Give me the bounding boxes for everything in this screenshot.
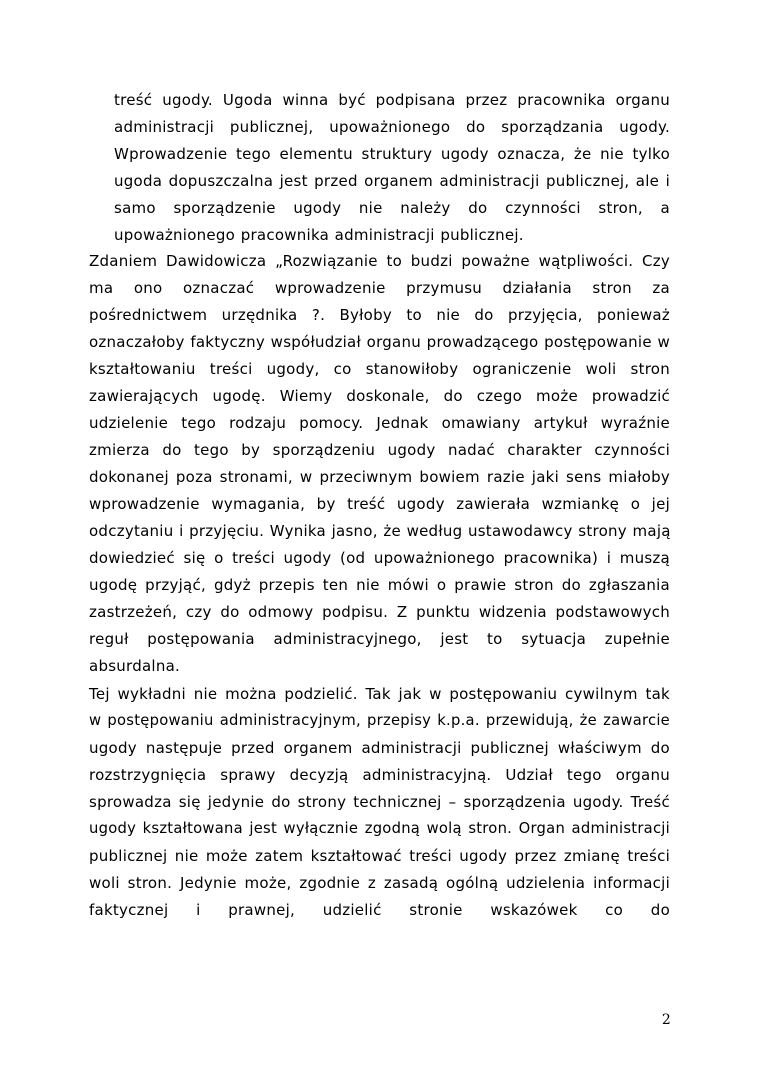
- paragraph-line: ugody następuje przed organem administracji publicznej właściwym do: [89, 739, 670, 757]
- paragraph-line: kształtowaniu treści ugody, co stanowiłoby ograniczenie woli stron: [89, 360, 670, 378]
- paragraph-line: Tej wykładni nie można podzielić. Tak jak w postępowaniu cywilnym tak: [89, 685, 670, 703]
- paragraph-line: odczytaniu i przyjęciu. Wynika jasno, że według ustawodawcy strony mają: [89, 522, 671, 540]
- quote-line: administracji publicznej, upoważnionego do sporządzania ugody.: [114, 118, 670, 136]
- paragraph-line: ma ono oznaczać wprowadzenie przymusu działania stron za: [89, 279, 670, 297]
- paragraph-line: w postępowaniu administracyjnym, przepisy k.p.a. przewidują, że zawarcie: [89, 712, 670, 729]
- paragraph-line: wprowadzenie wymagania, by treść ugody zawierała wzmiankę o jej: [89, 495, 670, 513]
- quote-line: samo sporządzenie ugody nie należy do czynności stron, a: [114, 199, 670, 217]
- paragraph-line: udzielenie tego rodzaju pomocy. Jednak omawiany artykuł wyraźnie: [89, 414, 670, 432]
- quote-line: treść ugody. Ugoda winna być podpisana przez pracownika organu: [114, 91, 670, 109]
- paragraph-line: reguł postępowania administracyjnego, jest to sytuacja zupełnie: [89, 630, 670, 648]
- paragraph-line: publicznej nie może zatem kształtować treści ugody przez zmianę treści: [89, 847, 670, 865]
- paragraph-line: oznaczałoby faktyczny współudział organu prowadzącego postępowanie w: [89, 333, 670, 351]
- paragraph-line: absurdalna.: [89, 657, 181, 675]
- quote-line: upoważnionego pracownika administracji publicznej.: [114, 226, 524, 244]
- quote-line: Wprowadzenie tego elementu struktury ugody oznacza, że nie tylko: [114, 145, 670, 163]
- paragraph-line: dowiedzieć się o treści ugody (od upoważnionego pracownika) i muszą: [89, 549, 670, 567]
- paragraph-line: rozstrzygnięcia sprawy decyzją administracyjną. Udział tego organu: [89, 766, 670, 784]
- paragraph-line: ugody kształtowana jest wyłącznie zgodną wolą stron. Organ administracji: [89, 820, 670, 837]
- paragraph-line: faktycznej i prawnej, udzielić stronie wskazówek co do: [89, 901, 670, 919]
- paragraph-line: zmierza do tego by sporządzeniu ugody nadać charakter czynności: [89, 441, 670, 459]
- paragraph-line: sprowadza się jedynie do strony technicznej – sporządzenia ugody. Treść: [89, 793, 670, 811]
- paragraph-line: ugodę przyjąć, gdyż przepis ten nie mówi o prawie stron do zgłaszania: [89, 576, 670, 594]
- page-number: 2: [661, 1012, 671, 1028]
- quote-line: ugoda dopuszczalna jest przed organem administracji publicznej, ale i: [114, 172, 670, 190]
- paragraph-line: zawierających ugodę. Wiemy doskonale, do czego może prowadzić: [89, 387, 670, 405]
- paragraph-line: woli stron. Jedynie może, zgodnie z zasadą ogólną udzielenia informacji: [89, 874, 670, 892]
- paragraph-line: pośrednictwem urzędnika ?. Byłoby to nie do przyjęcia, ponieważ: [89, 306, 670, 324]
- paragraph-line: zastrzeżeń, czy do odmowy podpisu. Z punktu widzenia podstawowych: [89, 603, 670, 621]
- paragraph-line: Zdaniem Dawidowicza „Rozwiązanie to budzi poważne wątpliwości. Czy: [89, 252, 670, 270]
- paragraph-line: dokonanej poza stronami, w przeciwnym bowiem razie jaki sens miałoby: [89, 468, 670, 486]
